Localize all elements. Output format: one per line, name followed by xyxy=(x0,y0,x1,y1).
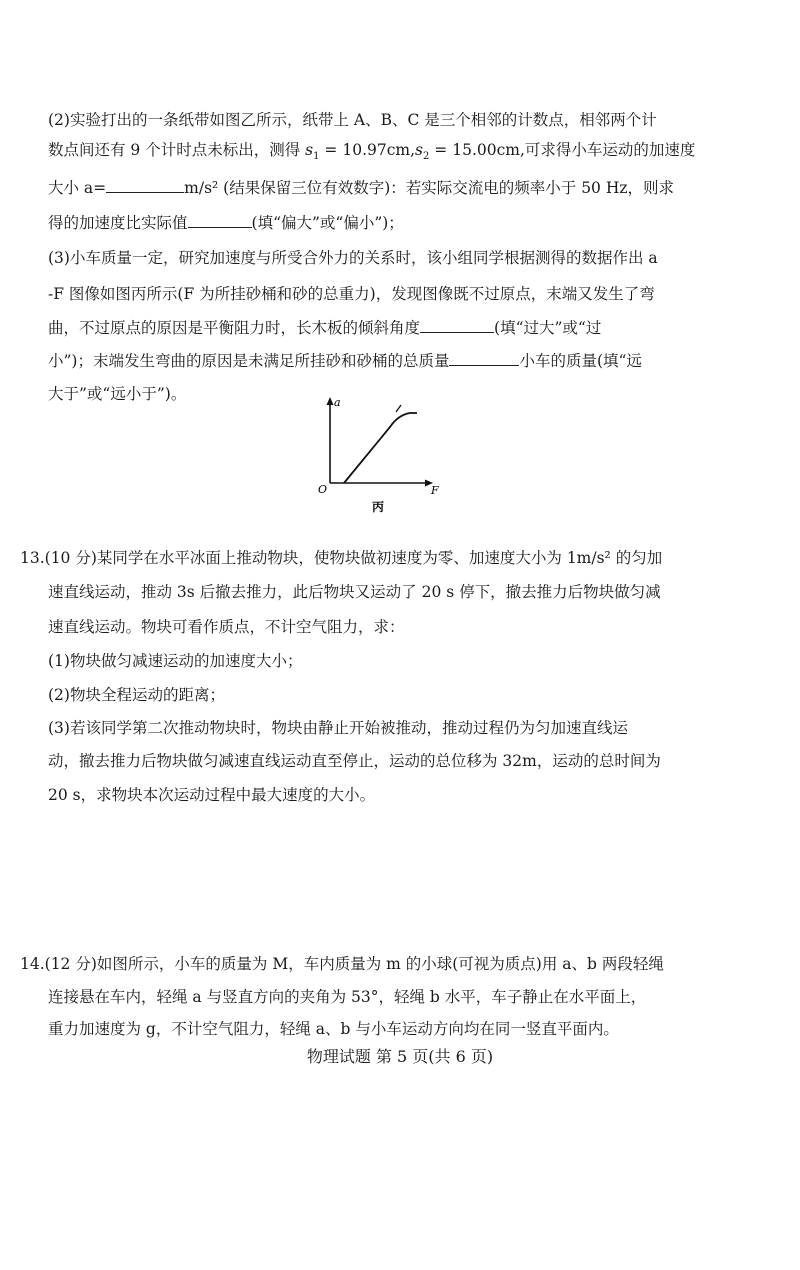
q12-part2-line4 xyxy=(48,213,404,233)
q13-line7: 动，撤去推力后物块做匀减速直线运动直至停止，运动的总位移为 32m，运动的总时间为 xyxy=(48,752,661,770)
q12-part2-line3-tail: m/s² (结果保留三位有效数字)：若实际交流电的频率小于 50 Hz，则求 xyxy=(184,179,675,197)
q13-line1: 13.(10 分)某同学在水平冰面上推动物块，使物块做初速度为零、加速度大小为 1m/s² 的匀加 xyxy=(20,549,663,567)
acceleration-answer-blank[interactable] xyxy=(106,178,184,193)
q13-line2: 速直线运动，推动 3s 后撤去推力，此后物块又运动了 20 s 停下，撤去推力后物块做匀减 xyxy=(48,583,661,601)
q12-part2-line4-text: 得的加速度比实际值 xyxy=(48,214,188,232)
s2-symbol: s xyxy=(415,141,423,159)
s1-subscript: 1 xyxy=(313,151,320,163)
tilt-answer-blank[interactable] xyxy=(420,318,494,333)
q12-part2-line4-tail: (填“偏大”或“偏小”)； xyxy=(251,214,404,232)
s2-subscript: 2 xyxy=(423,151,430,163)
q12-part2-line2-tail: 可求得小车运动的加速度 xyxy=(524,141,696,159)
q12-part3-line1: (3)小车质量一定，研究加速度与所受合外力的关系时，该小组同学根据测得的数据作出 a xyxy=(48,249,658,267)
q12-part3-line4-text: 小”)；末端发生弯曲的原因是未满足所挂砂和砂桶的总质量 xyxy=(48,352,450,370)
q13-line8: 20 s，求物块本次运动过程中最大速度的大小。 xyxy=(48,786,376,804)
q13-line5: (2)物块全程运动的距离； xyxy=(48,686,225,704)
mass-answer-blank[interactable] xyxy=(449,351,519,366)
s2-value: = 15.00cm, xyxy=(429,141,525,159)
a-f-graph-figure xyxy=(310,395,450,520)
q13-line3: 速直线运动。物块可看作质点，不计空气阻力，求： xyxy=(48,618,405,636)
x-axis-label: F xyxy=(431,484,439,497)
y-axis-arrow xyxy=(327,397,334,405)
s1-value: = 10.97cm, xyxy=(319,141,416,159)
q12-part3-line3-tail: (填“过大”或“过 xyxy=(494,319,602,337)
q14-line3: 重力加速度为 g，不计空气阻力，轻绳 a、b 与小车运动方向均在同一竖直平面内。 xyxy=(48,1020,619,1038)
q13-line4: (1)物块做匀减速运动的加速度大小； xyxy=(48,652,303,670)
q12-part3-line4-tail: 小车的质量(填“远 xyxy=(519,352,642,370)
q12-part2-line2-text: 数点间还有 9 个计时点未标出，测得 xyxy=(48,141,306,159)
q13-line6: (3)若该同学第二次推动物块时，物块由静止开始被推动，推动过程仍为匀加速直线运 xyxy=(48,719,628,737)
q14-line1: 14.(12 分)如图所示，小车的质量为 M，车内质量为 m 的小球(可视为质点)用 a、b 两段轻绳 xyxy=(20,955,664,973)
q14-line2: 连接悬在车内，轻绳 a 与竖直方向的夹角为 53°，轻绳 b 水平，车子静止在水平面上， xyxy=(48,988,647,1006)
curve-tangent-mark xyxy=(396,405,401,412)
q12-part3-line4 xyxy=(48,351,642,371)
q12-part2-line1: (2)实验打出的一条纸带如图乙所示，纸带上 A、B、C 是三个相邻的计数点，相邻两个计 xyxy=(48,111,657,129)
y-axis-label: a xyxy=(334,396,341,409)
a-f-curve xyxy=(344,413,417,483)
q12-part3-line3 xyxy=(48,318,601,338)
q12-part2-line3-text: 大小 a= xyxy=(48,179,107,197)
origin-label: O xyxy=(318,483,328,496)
q12-part3-line3-text: 曲，不过原点的原因是平衡阻力时，长木板的倾斜角度 xyxy=(48,319,421,337)
q12-part3-line5: 大于”或“远小于”)。 xyxy=(48,385,187,403)
q12-part2-line2 xyxy=(48,140,695,167)
figure-caption: 丙 xyxy=(372,500,385,514)
q12-part3-line2: -F 图像如图丙所示(F 为所挂砂桶和砂的总重力)，发现图像既不过原点，末端又发生了弯 xyxy=(48,285,655,303)
page-footer: 物理试题 第 5 页(共 6 页) xyxy=(306,1047,494,1066)
s1-symbol: s xyxy=(305,141,314,159)
error-answer-blank[interactable] xyxy=(188,213,252,228)
q12-part2-line3 xyxy=(48,178,674,198)
